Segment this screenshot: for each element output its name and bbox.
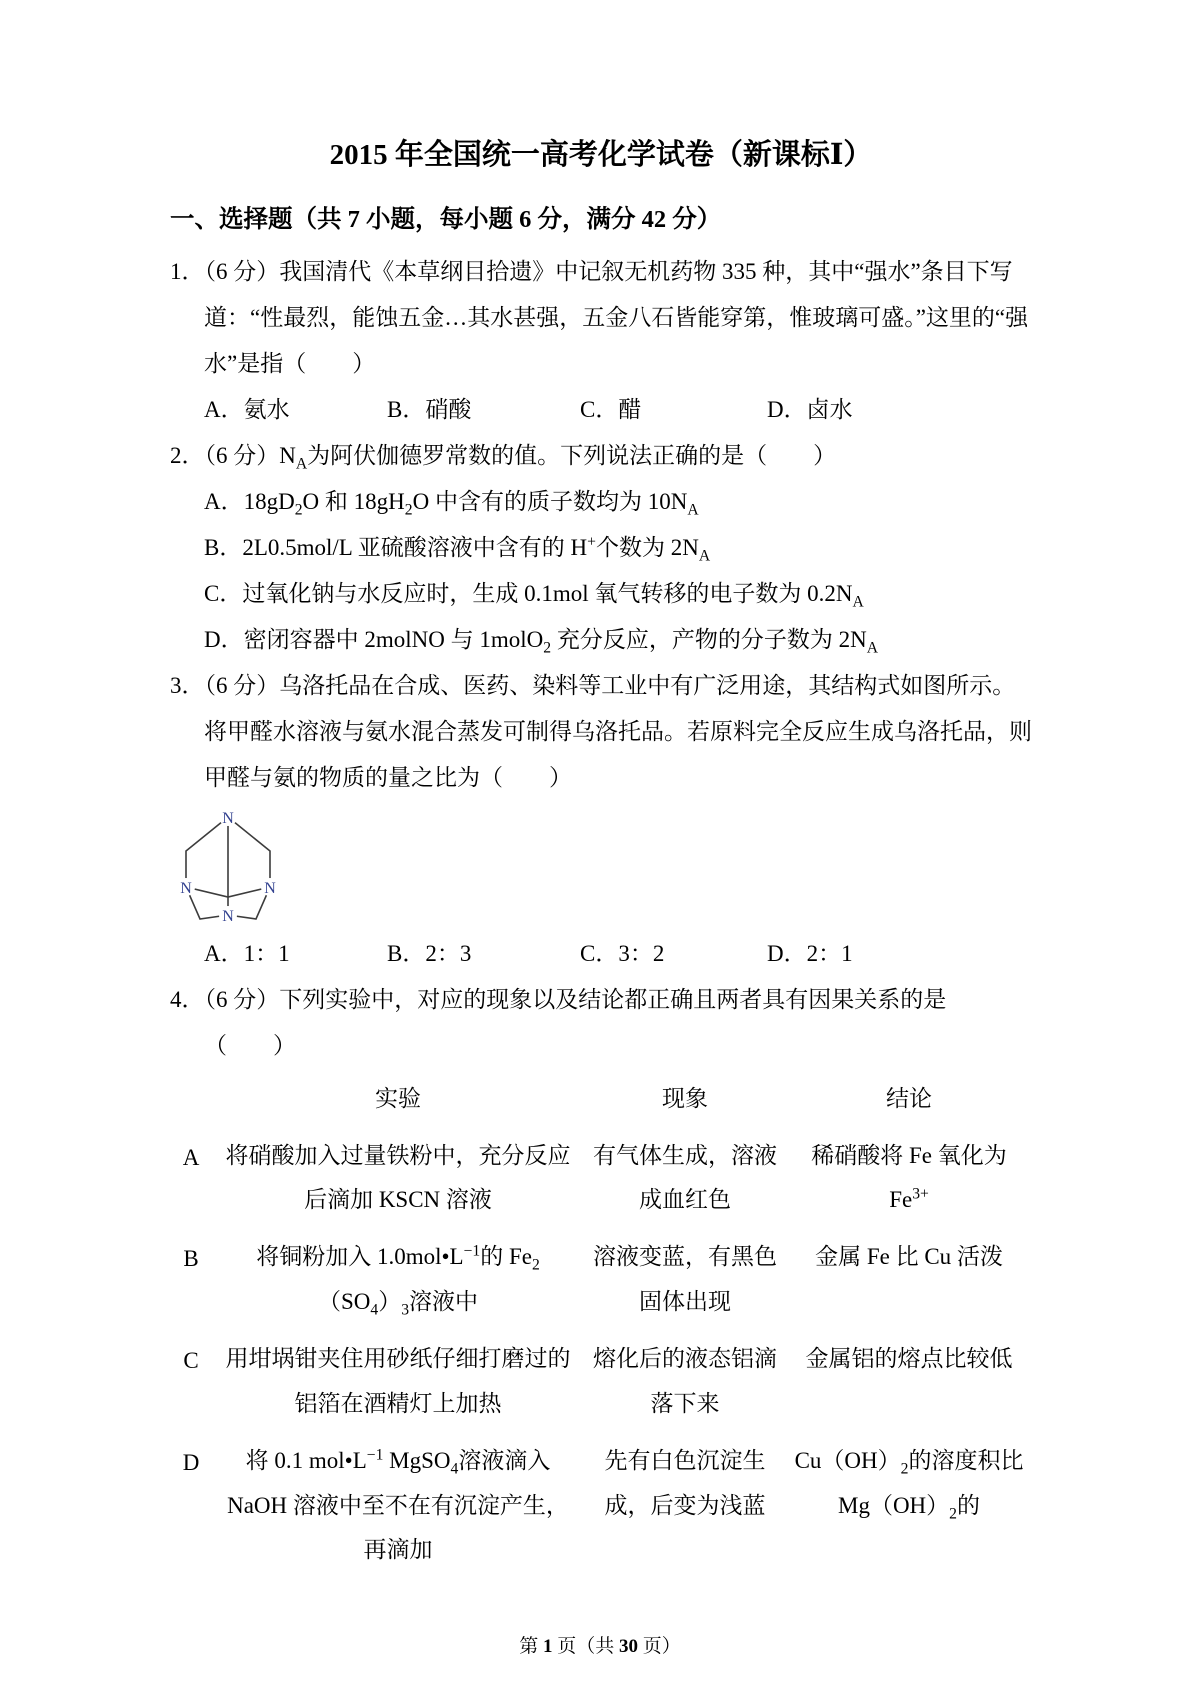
question-1-option-c: C．醋 bbox=[580, 396, 642, 422]
table-header-row bbox=[170, 1071, 1032, 1128]
experiment-cell: 将硝酸加入过量铁粉中，充分反应后滴加 KSCN 溶液 bbox=[225, 1142, 571, 1213]
phenomenon-cell: 先有白色沉淀生成，后变为浅蓝 bbox=[604, 1447, 766, 1518]
question-1 bbox=[170, 249, 1032, 433]
conclusion-cell: $Cu(OH)_2$的溶度积比 $Mg(OH)_2$的 bbox=[794, 1447, 1024, 1523]
row-label: A bbox=[182, 1144, 200, 1170]
column-header-phenomenon: 现象 bbox=[662, 1085, 708, 1111]
table-row-b bbox=[170, 1229, 1032, 1331]
row-label: C bbox=[183, 1348, 199, 1373]
row-label: D bbox=[182, 1449, 200, 1475]
question-4-stem bbox=[170, 977, 1032, 1069]
question-4 bbox=[170, 977, 1032, 1579]
nitrogen-atom-label: N bbox=[222, 809, 234, 827]
phenomenon-cell: 熔化后的液态铝滴落下来 bbox=[593, 1346, 777, 1416]
nitrogen-atom-label: N bbox=[180, 879, 192, 897]
question-1-options bbox=[204, 387, 1032, 433]
question-4-text: （6 分）下列实验中，对应的现象以及结论都正确且两者具有因果关系的是 bbox=[204, 986, 947, 1012]
molecule-bonds bbox=[186, 817, 270, 919]
question-3-option-a: A．1：1 bbox=[204, 940, 290, 966]
table-row-a bbox=[170, 1128, 1032, 1230]
question-3-text: （6 分）乌洛托品在合成、医药、染料等工业中有广泛用途，其结构式如图所示。将甲醛水溶液与氨水混合蒸发可制得乌洛托品。若原料完全反应生成乌洛托品，则甲醛与氨的物质的量之比为（ ） bbox=[204, 672, 1032, 790]
question-3-options bbox=[204, 931, 1032, 977]
question-3-option-c: C．3：2 bbox=[580, 940, 665, 966]
page-footer: 第 1 页（共 30 页） bbox=[519, 1636, 681, 1657]
question-3-number: 3． bbox=[170, 672, 205, 698]
table-row-d bbox=[170, 1433, 1032, 1580]
question-2-number: 2． bbox=[170, 442, 205, 468]
phenomenon-cell: 溶液变蓝，有黑色固体出现 bbox=[593, 1244, 777, 1315]
section-header: 一、选择题（共 7 小题，每小题 6 分，满分 42 分） bbox=[170, 206, 722, 234]
question-3-stem bbox=[170, 663, 1032, 801]
question-2 bbox=[170, 433, 1032, 663]
experiment-table bbox=[170, 1071, 1032, 1579]
question-4-text-continued: （ ） bbox=[204, 1032, 296, 1058]
molecule-figure bbox=[170, 805, 1032, 931]
header-spacer-cell bbox=[170, 1071, 212, 1128]
nitrogen-atom-label: N bbox=[264, 879, 276, 897]
question-1-stem bbox=[170, 249, 1032, 387]
nitrogen-atom-label: N bbox=[222, 907, 234, 925]
question-2-stem bbox=[170, 433, 1032, 479]
question-2-option-c: C．过氧化钠与水反应时，生成 0.1mol 氧气转移的电子数为 $0.2N_A$ bbox=[204, 580, 864, 611]
row-label: B bbox=[183, 1246, 199, 1272]
question-3-option-b: B．2：3 bbox=[387, 940, 472, 966]
column-header-experiment: 实验 bbox=[375, 1085, 421, 1111]
conclusion-cell: 稀硝酸将 Fe 氧化为 $Fe^{3+}$ bbox=[811, 1142, 1007, 1213]
question-4-number: 4． bbox=[170, 986, 205, 1012]
experiment-cell: 用坩埚钳夹住用砂纸仔细打磨过的铝箔在酒精灯上加热 bbox=[225, 1346, 571, 1416]
experiment-cell: 将铜粉加入 $1.0mol•L^{-1}$的 $Fe_2(SO_4)_3$溶液中 bbox=[256, 1242, 540, 1319]
question-1-option-b: B．硝酸 bbox=[387, 396, 472, 422]
question-3-option-d: D．2：1 bbox=[767, 940, 853, 966]
column-header-conclusion: 结论 bbox=[886, 1085, 932, 1111]
question-1-option-a: A．氨水 bbox=[204, 396, 290, 422]
question-1-number: 1． bbox=[170, 258, 205, 284]
question-1-option-d: D．卤水 bbox=[767, 396, 853, 422]
conclusion-cell: 金属铝的熔点比较低 bbox=[805, 1346, 1013, 1371]
question-2-options bbox=[170, 479, 1032, 663]
question-1-text: （6 分）我国清代《本草纲目拾遗》中记叙无机药物 335 种，其中“强水”条目下写道：“性最烈，能蚀五金…其水甚强，五金八石皆能穿第，惟玻璃可盛。”这里的“强水”是指（ ） bbox=[204, 258, 1029, 376]
question-2-option-b: B．2L0.5mol/L 亚硫酸溶液中含有的 H+个数为 $2N_A$ bbox=[204, 533, 711, 565]
question-3 bbox=[170, 663, 1032, 977]
page-title: 2015 年全国统一高考化学试卷（新课标Ⅰ） bbox=[329, 139, 873, 171]
question-2-option-d: D．密闭容器中 2molNO 与 1molO$_2$ 充分反应，产物的分子数为 $2N_A$ bbox=[204, 626, 878, 657]
urotropine-structure-diagram bbox=[170, 805, 294, 929]
question-2-text: （6 分）$N_A$为阿伏伽德罗常数的值。下列说法正确的是（ ） bbox=[204, 442, 837, 473]
table-row-c bbox=[170, 1331, 1032, 1433]
question-2-option-a: A．$18gD_2O$ 和 $18gH_2O$ 中含有的质子数均为 $10N_A$ bbox=[204, 488, 699, 519]
phenomenon-cell: 有气体生成，溶液成血红色 bbox=[593, 1142, 777, 1213]
conclusion-cell: 金属 Fe 比 Cu 活泼 bbox=[815, 1244, 1003, 1270]
experiment-cell: 将 0.1 $mol•L^{-1}$ MgSO$_4$溶液滴入 NaOH 溶液中至不在有沉淀产生，再滴加 bbox=[227, 1446, 569, 1563]
